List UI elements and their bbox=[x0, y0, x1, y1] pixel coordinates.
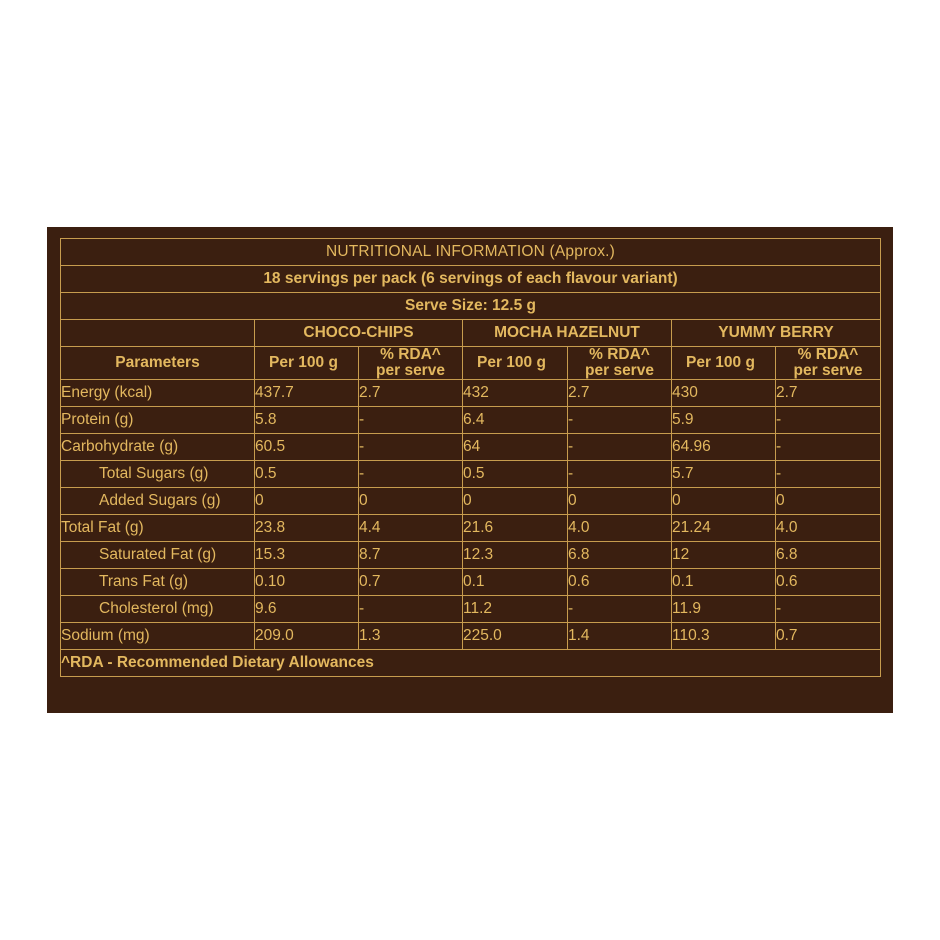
value-cell: 64.96 bbox=[672, 434, 776, 461]
value-cell: 432 bbox=[463, 380, 568, 407]
servings-note: 18 servings per pack (6 servings of each flavour variant) bbox=[61, 266, 881, 293]
value-cell: 5.8 bbox=[255, 407, 359, 434]
value-cell: 209.0 bbox=[255, 623, 359, 650]
value-cell: 0 bbox=[255, 488, 359, 515]
value-cell: - bbox=[568, 434, 672, 461]
value-cell: 11.2 bbox=[463, 596, 568, 623]
value-cell: 2.7 bbox=[568, 380, 672, 407]
value-cell: 0.1 bbox=[463, 569, 568, 596]
value-cell: 60.5 bbox=[255, 434, 359, 461]
value-cell: 0.7 bbox=[776, 623, 881, 650]
value-cell: 21.24 bbox=[672, 515, 776, 542]
parameter-name: Total Sugars (g) bbox=[61, 461, 255, 488]
value-cell: 0.6 bbox=[776, 569, 881, 596]
rda-header: % RDA^ per serve bbox=[568, 347, 672, 380]
value-cell: 8.7 bbox=[359, 542, 463, 569]
value-cell: 0.6 bbox=[568, 569, 672, 596]
value-cell: - bbox=[776, 596, 881, 623]
parameter-name: Cholesterol (mg) bbox=[61, 596, 255, 623]
parameter-name: Added Sugars (g) bbox=[61, 488, 255, 515]
value-cell: 0 bbox=[359, 488, 463, 515]
value-cell: - bbox=[776, 434, 881, 461]
parameter-name: Energy (kcal) bbox=[61, 380, 255, 407]
variant-header-mocha-hazelnut: MOCHA HAZELNUT bbox=[463, 320, 672, 347]
table-row bbox=[61, 542, 881, 569]
value-cell: 0 bbox=[568, 488, 672, 515]
value-cell: 5.9 bbox=[672, 407, 776, 434]
value-cell: 437.7 bbox=[255, 380, 359, 407]
value-cell: 0 bbox=[463, 488, 568, 515]
value-cell: - bbox=[776, 407, 881, 434]
value-cell: 2.7 bbox=[359, 380, 463, 407]
nutrition-table bbox=[60, 238, 881, 677]
table-row bbox=[61, 380, 881, 407]
per100-header: Per 100 g bbox=[672, 347, 776, 380]
value-cell: - bbox=[568, 596, 672, 623]
value-cell: 0.7 bbox=[359, 569, 463, 596]
variant-header-yummy-berry: YUMMY BERRY bbox=[672, 320, 881, 347]
parameter-name: Trans Fat (g) bbox=[61, 569, 255, 596]
value-cell: - bbox=[359, 461, 463, 488]
value-cell: 4.0 bbox=[568, 515, 672, 542]
table-row bbox=[61, 623, 881, 650]
value-cell: 6.8 bbox=[568, 542, 672, 569]
value-cell: 225.0 bbox=[463, 623, 568, 650]
value-cell: 23.8 bbox=[255, 515, 359, 542]
value-cell: 4.0 bbox=[776, 515, 881, 542]
value-cell: 12.3 bbox=[463, 542, 568, 569]
value-cell: - bbox=[568, 407, 672, 434]
value-cell: 0.5 bbox=[463, 461, 568, 488]
parameters-header: Parameters bbox=[61, 347, 255, 380]
value-cell: 21.6 bbox=[463, 515, 568, 542]
parameter-name: Saturated Fat (g) bbox=[61, 542, 255, 569]
value-cell: 110.3 bbox=[672, 623, 776, 650]
value-cell: - bbox=[776, 461, 881, 488]
value-cell: 15.3 bbox=[255, 542, 359, 569]
rda-header: % RDA^ per serve bbox=[776, 347, 881, 380]
value-cell: 430 bbox=[672, 380, 776, 407]
per100-header: Per 100 g bbox=[463, 347, 568, 380]
table-row bbox=[61, 569, 881, 596]
value-cell: 6.4 bbox=[463, 407, 568, 434]
per100-header: Per 100 g bbox=[255, 347, 359, 380]
parameter-name: Carbohydrate (g) bbox=[61, 434, 255, 461]
value-cell: - bbox=[359, 596, 463, 623]
value-cell: 0.5 bbox=[255, 461, 359, 488]
value-cell: 2.7 bbox=[776, 380, 881, 407]
table-title: NUTRITIONAL INFORMATION (Approx.) bbox=[61, 239, 881, 266]
table-row bbox=[61, 596, 881, 623]
value-cell: 9.6 bbox=[255, 596, 359, 623]
table-row bbox=[61, 434, 881, 461]
value-cell: 12 bbox=[672, 542, 776, 569]
nutrition-panel bbox=[47, 227, 893, 713]
value-cell: 0.1 bbox=[672, 569, 776, 596]
empty-header-cell bbox=[61, 320, 255, 347]
value-cell: 0 bbox=[776, 488, 881, 515]
value-cell: - bbox=[359, 434, 463, 461]
table-row bbox=[61, 461, 881, 488]
value-cell: 5.7 bbox=[672, 461, 776, 488]
variant-header-choco-chips: CHOCO-CHIPS bbox=[255, 320, 463, 347]
parameter-name: Protein (g) bbox=[61, 407, 255, 434]
footnote: ^RDA - Recommended Dietary Allowances bbox=[61, 650, 881, 677]
serve-size: Serve Size: 12.5 g bbox=[61, 293, 881, 320]
table-row bbox=[61, 515, 881, 542]
value-cell: - bbox=[568, 461, 672, 488]
value-cell: - bbox=[359, 407, 463, 434]
parameter-name: Sodium (mg) bbox=[61, 623, 255, 650]
value-cell: 64 bbox=[463, 434, 568, 461]
value-cell: 1.4 bbox=[568, 623, 672, 650]
table-row bbox=[61, 407, 881, 434]
value-cell: 11.9 bbox=[672, 596, 776, 623]
value-cell: 4.4 bbox=[359, 515, 463, 542]
value-cell: 0 bbox=[672, 488, 776, 515]
rda-header: % RDA^ per serve bbox=[359, 347, 463, 380]
value-cell: 1.3 bbox=[359, 623, 463, 650]
parameter-name: Total Fat (g) bbox=[61, 515, 255, 542]
table-row bbox=[61, 488, 881, 515]
value-cell: 0.10 bbox=[255, 569, 359, 596]
value-cell: 6.8 bbox=[776, 542, 881, 569]
